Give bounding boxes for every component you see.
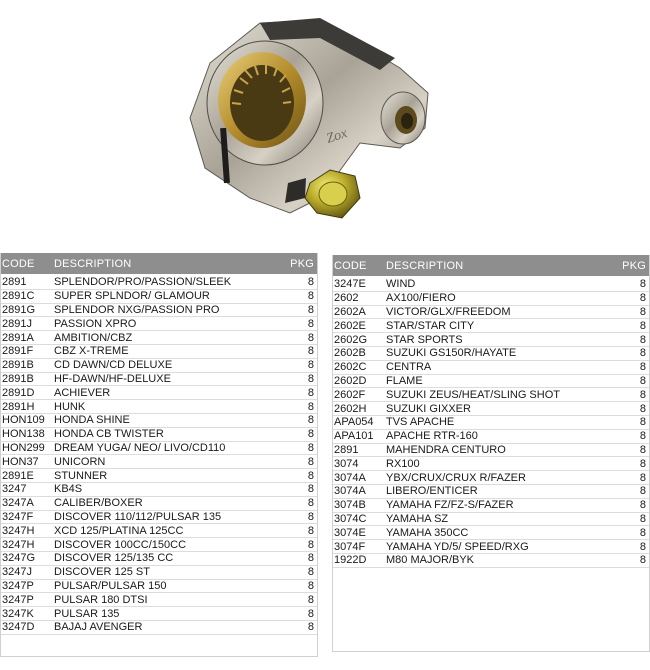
row-description: DISCOVER 110/112/PULSAR 135 xyxy=(54,510,222,523)
product-photo xyxy=(170,8,450,233)
table-row xyxy=(1,304,317,318)
row-code: 2602C xyxy=(334,361,367,374)
row-code: 3247H xyxy=(2,538,35,551)
row-description: SPLENDOR/PRO/PASSION/SLEEK xyxy=(54,276,232,289)
row-pkg: 8 xyxy=(639,471,646,484)
table-row xyxy=(1,483,317,497)
table-row xyxy=(1,276,317,290)
row-description: KB4S xyxy=(54,483,83,496)
row-code: APA101 xyxy=(334,430,374,443)
table-row xyxy=(333,361,649,375)
row-pkg: 8 xyxy=(307,345,314,358)
table-body xyxy=(333,278,649,568)
row-code: 3074F xyxy=(334,540,366,553)
row-pkg: 8 xyxy=(307,317,314,330)
row-pkg: 8 xyxy=(307,359,314,372)
row-description: YAMAHA SZ xyxy=(386,512,449,525)
row-description: LIBERO/ENTICER xyxy=(386,485,478,498)
table-row xyxy=(1,469,317,483)
row-description: PASSION XPRO xyxy=(54,317,137,330)
row-code: 3247P xyxy=(2,593,34,606)
row-pkg: 8 xyxy=(639,374,646,387)
table-row xyxy=(1,345,317,359)
row-description: AX100/FIERO xyxy=(386,292,456,305)
row-code: 2602F xyxy=(334,388,366,401)
row-description: YAMAHA FZ/FZ-S/FAZER xyxy=(386,499,514,512)
row-code: 3247E xyxy=(334,278,366,291)
header-description: DESCRIPTION xyxy=(54,257,132,270)
row-description: FLAME xyxy=(386,374,423,387)
row-description: YBX/CRUX/CRUX R/FAZER xyxy=(386,471,526,484)
table-row xyxy=(333,333,649,347)
row-description: XCD 125/PLATINA 125CC xyxy=(54,524,184,537)
row-pkg: 8 xyxy=(307,455,314,468)
table-row xyxy=(333,388,649,402)
row-code: 2602H xyxy=(334,402,367,415)
row-code: 2891J xyxy=(2,317,32,330)
table-row xyxy=(1,538,317,552)
header-pkg: PKG xyxy=(290,257,314,270)
row-description: PULSAR/PULSAR 150 xyxy=(54,579,167,592)
row-description: UNICORN xyxy=(54,455,106,468)
table-row xyxy=(1,331,317,345)
row-pkg: 8 xyxy=(639,305,646,318)
row-description: AMBITION/CBZ xyxy=(54,331,133,344)
row-pkg: 8 xyxy=(307,497,314,510)
row-pkg: 8 xyxy=(307,441,314,454)
table-row xyxy=(333,319,649,333)
row-description: STAR/STAR CITY xyxy=(386,319,475,332)
row-description: HUNK xyxy=(54,400,86,413)
table-row xyxy=(333,347,649,361)
header-code: CODE xyxy=(334,259,367,272)
row-code: HON37 xyxy=(2,455,39,468)
row-description: RX100 xyxy=(386,457,420,470)
row-pkg: 8 xyxy=(307,469,314,482)
row-code: 2602 xyxy=(334,292,359,305)
row-pkg: 8 xyxy=(307,428,314,441)
row-pkg: 8 xyxy=(639,333,646,346)
row-pkg: 8 xyxy=(639,526,646,539)
table-row xyxy=(333,526,649,540)
row-pkg: 8 xyxy=(307,372,314,385)
right-parts-table xyxy=(332,255,650,652)
row-description: VICTOR/GLX/FREEDOM xyxy=(386,305,511,318)
table-row xyxy=(333,375,649,389)
table-row xyxy=(333,513,649,527)
table-row xyxy=(333,278,649,292)
row-code: 2891 xyxy=(2,276,27,289)
table-row xyxy=(1,442,317,456)
row-pkg: 8 xyxy=(307,276,314,289)
table-row xyxy=(1,552,317,566)
brand-mark: Zox xyxy=(324,126,350,147)
row-description: SUZUKI ZEUS/HEAT/SLING SHOT xyxy=(386,388,560,401)
row-pkg: 8 xyxy=(307,607,314,620)
row-code: 3074 xyxy=(334,457,359,470)
row-pkg: 8 xyxy=(307,524,314,537)
table-row xyxy=(1,607,317,621)
row-pkg: 8 xyxy=(307,593,314,606)
row-code: 1922D xyxy=(334,554,367,567)
row-pkg: 8 xyxy=(639,485,646,498)
row-description: HONDA SHINE xyxy=(54,414,130,427)
row-pkg: 8 xyxy=(639,347,646,360)
row-description: SUZUKI GIXXER xyxy=(386,402,471,415)
row-pkg: 8 xyxy=(639,416,646,429)
row-code: 3074E xyxy=(334,526,366,539)
row-code: 3074B xyxy=(334,499,366,512)
row-code: 3247K xyxy=(2,607,34,620)
row-pkg: 8 xyxy=(307,386,314,399)
row-code: 3247G xyxy=(2,552,36,565)
row-pkg: 8 xyxy=(639,512,646,525)
row-pkg: 8 xyxy=(307,510,314,523)
table-row xyxy=(333,292,649,306)
row-pkg: 8 xyxy=(639,554,646,567)
row-code: 2891 xyxy=(334,443,359,456)
row-pkg: 8 xyxy=(307,621,314,634)
table-row xyxy=(1,428,317,442)
row-description: PULSAR 180 DTSI xyxy=(54,593,148,606)
row-description: ACHIEVER xyxy=(54,386,111,399)
row-description: CD DAWN/CD DELUXE xyxy=(54,359,173,372)
row-pkg: 8 xyxy=(639,319,646,332)
row-description: DISCOVER 125 ST xyxy=(54,566,150,579)
left-parts-table xyxy=(0,253,318,657)
row-pkg: 8 xyxy=(639,443,646,456)
row-code: 2891B xyxy=(2,359,34,372)
row-code: 3247J xyxy=(2,566,32,579)
table-row xyxy=(1,511,317,525)
row-pkg: 8 xyxy=(307,331,314,344)
row-code: 2891E xyxy=(2,469,34,482)
table-row xyxy=(333,471,649,485)
row-description: HF-DAWN/HF-DELUXE xyxy=(54,372,171,385)
row-pkg: 8 xyxy=(307,566,314,579)
row-code: 2602A xyxy=(334,305,366,318)
row-description: STAR SPORTS xyxy=(386,333,463,346)
row-pkg: 8 xyxy=(639,361,646,374)
row-description: YAMAHA 350CC xyxy=(386,526,469,539)
row-code: 3074A xyxy=(334,471,366,484)
row-code: 2891G xyxy=(2,303,36,316)
row-pkg: 8 xyxy=(307,303,314,316)
row-pkg: 8 xyxy=(307,552,314,565)
row-description: M80 MAJOR/BYK xyxy=(386,554,475,567)
row-pkg: 8 xyxy=(639,540,646,553)
table-row xyxy=(1,290,317,304)
table-row xyxy=(333,430,649,444)
row-code: APA054 xyxy=(334,416,374,429)
row-description: DREAM YUGA/ NEO/ LIVO/CD110 xyxy=(54,441,226,454)
row-code: 2602D xyxy=(334,374,367,387)
row-code: 2602B xyxy=(334,347,366,360)
row-code: 3247D xyxy=(2,621,35,634)
table-row xyxy=(1,386,317,400)
row-pkg: 8 xyxy=(639,388,646,401)
row-pkg: 8 xyxy=(639,292,646,305)
table-body xyxy=(1,276,317,635)
row-code: 3247 xyxy=(2,483,27,496)
table-row xyxy=(1,317,317,331)
header-description: DESCRIPTION xyxy=(386,259,464,272)
table-row xyxy=(1,359,317,373)
row-description: DISCOVER 100CC/150CC xyxy=(54,538,187,551)
table-row xyxy=(1,593,317,607)
table-row xyxy=(1,373,317,387)
row-description: PULSAR 135 xyxy=(54,607,120,620)
row-code: 2891B xyxy=(2,372,34,385)
table-row xyxy=(1,621,317,635)
row-pkg: 8 xyxy=(307,414,314,427)
table-header xyxy=(1,253,317,276)
row-pkg: 8 xyxy=(307,290,314,303)
row-description: CENTRA xyxy=(386,361,432,374)
table-row xyxy=(1,455,317,469)
row-code: 3247H xyxy=(2,524,35,537)
steering-lock-bracket-image xyxy=(170,8,450,233)
table-row xyxy=(333,402,649,416)
table-header xyxy=(333,255,649,278)
row-pkg: 8 xyxy=(639,278,646,291)
row-description: CBZ X-TREME xyxy=(54,345,129,358)
row-code: HON109 xyxy=(2,414,45,427)
row-description: CALIBER/BOXER xyxy=(54,497,143,510)
row-description: SUPER SPLNDOR/ GLAMOUR xyxy=(54,290,210,303)
header-pkg: PKG xyxy=(622,259,646,272)
row-code: 2891D xyxy=(2,386,35,399)
row-code: HON138 xyxy=(2,428,45,441)
row-description: HONDA CB TWISTER xyxy=(54,428,164,441)
table-row xyxy=(1,414,317,428)
row-description: BAJAJ AVENGER xyxy=(54,621,143,634)
row-description: SUZUKI GS150R/HAYATE xyxy=(386,347,517,360)
row-code: 2891C xyxy=(2,290,35,303)
table-row xyxy=(1,400,317,414)
row-code: 3247A xyxy=(2,497,34,510)
table-row xyxy=(333,499,649,513)
table-row xyxy=(1,524,317,538)
table-row xyxy=(333,554,649,568)
row-pkg: 8 xyxy=(639,457,646,470)
row-pkg: 8 xyxy=(639,430,646,443)
row-description: SPLENDOR NXG/PASSION PRO xyxy=(54,303,220,316)
row-pkg: 8 xyxy=(307,579,314,592)
header-code: CODE xyxy=(2,257,35,270)
row-code: 2602G xyxy=(334,333,368,346)
row-code: 3074C xyxy=(334,512,367,525)
table-row xyxy=(333,485,649,499)
table-row xyxy=(1,566,317,580)
row-code: 2891H xyxy=(2,400,35,413)
row-pkg: 8 xyxy=(307,483,314,496)
row-code: 3247F xyxy=(2,510,34,523)
table-row xyxy=(1,580,317,594)
row-pkg: 8 xyxy=(307,538,314,551)
row-code: 3247P xyxy=(2,579,34,592)
row-code: HON299 xyxy=(2,441,45,454)
table-row xyxy=(333,306,649,320)
table-row xyxy=(333,416,649,430)
table-row xyxy=(333,540,649,554)
table-row xyxy=(333,457,649,471)
table-row xyxy=(1,497,317,511)
row-pkg: 8 xyxy=(639,499,646,512)
row-description: STUNNER xyxy=(54,469,108,482)
row-code: 2602E xyxy=(334,319,366,332)
row-description: TVS APACHE xyxy=(386,416,455,429)
row-description: APACHE RTR-160 xyxy=(386,430,478,443)
row-code: 3074A xyxy=(334,485,366,498)
row-description: DISCOVER 125/135 CC xyxy=(54,552,174,565)
row-code: 2891A xyxy=(2,331,34,344)
row-pkg: 8 xyxy=(307,400,314,413)
table-row xyxy=(333,444,649,458)
row-pkg: 8 xyxy=(639,402,646,415)
row-description: WIND xyxy=(386,278,416,291)
row-description: YAMAHA YD/5/ SPEED/RXG xyxy=(386,540,529,553)
row-description: MAHENDRA CENTURO xyxy=(386,443,506,456)
row-code: 2891F xyxy=(2,345,34,358)
